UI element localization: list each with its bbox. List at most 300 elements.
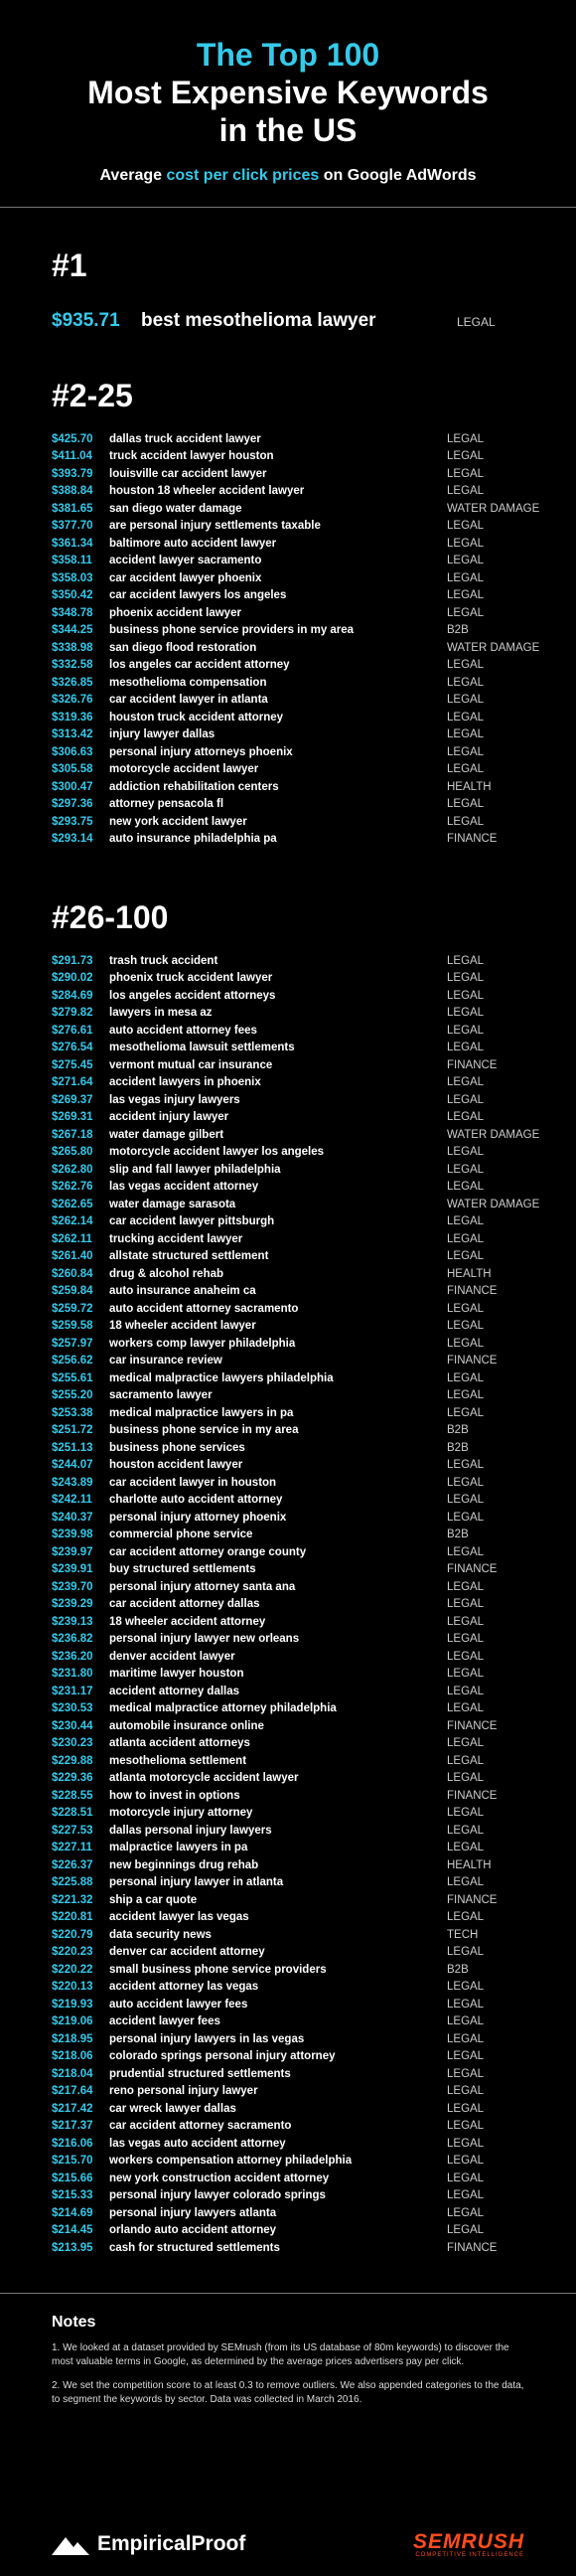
keyword-price: $275.45 [52, 1058, 93, 1071]
keyword-category: LEGAL [447, 450, 485, 463]
keyword-text: new york construction accident attorney [109, 2172, 330, 2184]
empiricalproof-logo [52, 2532, 245, 2556]
keyword-text: personal injury lawyers atlanta [109, 2206, 277, 2219]
keyword-price: $276.54 [52, 1042, 93, 1054]
keyword-row [52, 1213, 536, 1231]
keyword-price: $251.13 [52, 1441, 93, 1454]
keyword-row [52, 1248, 536, 1266]
keyword-row [52, 1717, 536, 1735]
keyword-text: baltimore auto accident lawyer [109, 537, 277, 550]
keyword-text: cash for structured settlements [109, 2241, 280, 2254]
keyword-category: WATER DAMAGE [447, 641, 540, 654]
keyword-price: $220.13 [52, 1981, 93, 1994]
keyword-price: $293.75 [52, 815, 93, 828]
keyword-category: FINANCE [447, 2241, 498, 2254]
keyword-row [52, 1561, 536, 1579]
keyword-category: LEGAL [447, 1772, 485, 1785]
keyword-category: LEGAL [447, 1181, 485, 1194]
keyword-price: $256.62 [52, 1355, 93, 1368]
keyword-text: personal injury lawyers in las vegas [109, 2032, 305, 2045]
keyword-price: $239.70 [52, 1580, 93, 1593]
keyword-category: LEGAL [447, 2155, 485, 2168]
keyword-row [52, 2170, 536, 2187]
keyword-category: LEGAL [447, 798, 485, 811]
keyword-category: LEGAL [447, 2102, 485, 2115]
keyword-text: personal injury lawyer new orleans [109, 1633, 300, 1646]
section-top1 [0, 247, 576, 332]
keyword-text: accident lawyer sacramento [109, 555, 262, 567]
keyword-price: $279.82 [52, 1007, 93, 1020]
semrush-logo [413, 2530, 524, 2558]
keyword-price: $215.70 [52, 2155, 93, 2168]
keyword-text: mesothelioma compensation [109, 676, 267, 689]
keyword-text: addiction rehabilitation centers [109, 780, 279, 793]
keyword-row [52, 1404, 536, 1422]
title-line-3: in the US [218, 112, 358, 148]
keyword-row [52, 483, 536, 501]
keyword-row [52, 1040, 536, 1057]
note-1: 1. We looked at a dataset provided by SEMrush (from its US database of 80m keywords) to discover the most valuable terms in Google, as determined by the average prices advertisers pay per click. [52, 2341, 509, 2367]
keyword-category: LEGAL [447, 1459, 485, 1472]
keyword-text: las vegas accident attorney [109, 1181, 259, 1194]
keyword-price: $284.69 [52, 989, 93, 1002]
keyword-text: personal injury attorney phoenix [109, 1511, 287, 1524]
keyword-row [52, 2083, 536, 2101]
keyword-text: medical malpractice attorney philadelphia [109, 1702, 337, 1715]
keyword-row [52, 1161, 536, 1179]
keyword-row [52, 1144, 536, 1162]
keyword-text: colorado springs personal injury attorney [109, 2050, 336, 2063]
keyword-row [52, 1822, 536, 1840]
keyword-category: LEGAL [447, 2120, 485, 2133]
keyword-category: LEGAL [447, 1337, 485, 1350]
keyword-row [52, 1335, 536, 1353]
keyword-category: FINANCE [447, 1893, 498, 1906]
keyword-row [52, 657, 536, 675]
keyword-price: $221.32 [52, 1893, 93, 1906]
notes [0, 2314, 576, 2407]
keyword-text: personal injury lawyer colorado springs [109, 2189, 326, 2202]
keyword-category: LEGAL [447, 1702, 485, 1715]
keyword-text: san diego water damage [109, 502, 242, 515]
keyword-row [52, 1109, 536, 1127]
keyword-row [52, 1596, 536, 1614]
keyword-row [52, 726, 536, 744]
keyword-category: LEGAL [447, 1685, 485, 1697]
keyword-row [52, 2239, 536, 2257]
keyword-row [52, 2204, 536, 2222]
keyword-text: car accident lawyer phoenix [109, 571, 262, 584]
keyword-price: $218.04 [52, 2067, 93, 2080]
keyword-row [52, 1979, 536, 1997]
keyword-text: commercial phone service [109, 1529, 253, 1541]
keyword-row [52, 1787, 536, 1805]
keyword-row [52, 535, 536, 553]
keyword-text: water damage gilbert [109, 1128, 224, 1141]
keyword-text: automobile insurance online [109, 1719, 264, 1732]
section-26-100 [0, 899, 576, 2257]
keyword-row [52, 1300, 536, 1318]
keyword-category: LEGAL [447, 2224, 485, 2237]
keyword-category: LEGAL [447, 1598, 485, 1611]
keyword-text: las vegas auto accident attorney [109, 2137, 286, 2150]
keyword-text: car accident lawyer in houston [109, 1476, 277, 1489]
keyword-row [52, 778, 536, 796]
keyword-text: 18 wheeler accident attorney [109, 1615, 266, 1628]
keyword-text: injury lawyer dallas [109, 728, 216, 741]
keyword-text: new york accident lawyer [109, 815, 247, 828]
keyword-price: $231.80 [52, 1668, 93, 1681]
keyword-text: medical malpractice lawyers in pa [109, 1406, 294, 1419]
keyword-row [52, 674, 536, 692]
keyword-category: LEGAL [447, 1250, 485, 1263]
keyword-price: $262.11 [52, 1232, 92, 1245]
keyword-category: LEGAL [447, 537, 485, 550]
keyword-text: allstate structured settlement [109, 1250, 269, 1263]
keyword-row [52, 1074, 536, 1092]
keyword-row [52, 1926, 536, 1944]
keyword-row [52, 1196, 540, 1213]
keyword-price: $259.84 [52, 1285, 93, 1298]
keyword-text: louisville car accident lawyer [109, 467, 267, 480]
keyword-category: LEGAL [447, 1754, 485, 1767]
keyword-category: LEGAL [447, 432, 485, 445]
keyword-row [52, 813, 536, 831]
keyword-category: LEGAL [447, 2032, 485, 2045]
keyword-row [52, 1022, 536, 1040]
keyword-row [52, 1283, 536, 1301]
keyword-text: dallas truck accident lawyer [109, 432, 261, 445]
keyword-category: LEGAL [447, 1824, 485, 1837]
keyword-category: LEGAL [447, 2050, 485, 2063]
keyword-text: dallas personal injury lawyers [109, 1824, 272, 1837]
keyword-price: $215.66 [52, 2172, 93, 2184]
top1-keyword: best mesothelioma lawyer [141, 310, 376, 331]
footer [0, 2530, 576, 2558]
top1-price: $935.71 [52, 310, 120, 331]
keyword-category: LEGAL [447, 520, 485, 533]
keyword-price: $227.53 [52, 1824, 93, 1837]
keyword-text: are personal injury settlements taxable [109, 520, 321, 533]
keyword-text: atlanta motorcycle accident lawyer [109, 1772, 299, 1785]
keyword-text: accident attorney dallas [109, 1685, 240, 1697]
keyword-price: $262.65 [52, 1198, 93, 1210]
keyword-category: LEGAL [447, 1215, 485, 1228]
keyword-price: $259.58 [52, 1320, 93, 1333]
keyword-price: $230.44 [52, 1719, 93, 1732]
keyword-price: $297.36 [52, 798, 93, 811]
keyword-row [52, 970, 536, 988]
keyword-category: LEGAL [447, 1076, 485, 1089]
keyword-text: denver car accident attorney [109, 1946, 265, 1959]
keyword-price: $300.47 [52, 780, 93, 793]
keyword-price: $220.23 [52, 1946, 93, 1959]
keyword-text: accident lawyer las vegas [109, 1911, 249, 1924]
keyword-row [52, 1700, 536, 1718]
keyword-price: $348.78 [52, 606, 93, 619]
keyword-category: LEGAL [447, 1511, 485, 1524]
keyword-row [52, 1179, 536, 1197]
keyword-category: FINANCE [447, 1285, 498, 1298]
keyword-price: $332.58 [52, 659, 93, 672]
keyword-category: FINANCE [447, 1058, 498, 1071]
keyword-row [52, 1543, 536, 1561]
keyword-row [52, 1509, 536, 1527]
keyword-price: $236.82 [52, 1633, 93, 1646]
keyword-price: $251.72 [52, 1424, 93, 1437]
keyword-category: LEGAL [447, 606, 485, 619]
section-title-top1: #1 [52, 247, 87, 283]
keyword-price: $271.64 [52, 1076, 93, 1089]
keyword-category: LEGAL [447, 1494, 485, 1507]
keyword-category: FINANCE [447, 1719, 498, 1732]
keyword-text: san diego flood restoration [109, 641, 257, 654]
semrush-logo-text: SEMRUSH [412, 2530, 524, 2553]
keyword-row [52, 1840, 536, 1857]
keyword-row [52, 1770, 536, 1788]
keyword-category: FINANCE [447, 1789, 498, 1802]
keyword-price: $290.02 [52, 972, 93, 985]
keyword-row [52, 2030, 536, 2048]
keyword-price: $218.06 [52, 2050, 93, 2063]
keyword-category: LEGAL [447, 1371, 485, 1384]
keyword-price: $313.42 [52, 728, 93, 741]
section-title-26-100: #26-100 [52, 899, 169, 935]
keyword-price: $350.42 [52, 589, 93, 602]
keyword-category: LEGAL [447, 1911, 485, 1924]
keyword-category: B2B [447, 1529, 469, 1541]
keyword-row [52, 1805, 536, 1823]
keyword-category: LEGAL [447, 2206, 485, 2219]
keyword-row [52, 796, 536, 814]
divider [0, 207, 576, 208]
keyword-text: medical malpractice lawyers philadelphia [109, 1371, 334, 1384]
keyword-price: $225.88 [52, 1876, 93, 1889]
keyword-category: LEGAL [447, 1146, 485, 1159]
keyword-category: LEGAL [447, 1232, 485, 1245]
subtitle-pre: Average [99, 167, 167, 184]
keyword-price: $228.55 [52, 1789, 93, 1802]
keyword-price: $216.06 [52, 2137, 93, 2150]
keyword-row [52, 569, 536, 587]
keyword-text: los angeles accident attorneys [109, 989, 276, 1002]
keyword-category: LEGAL [447, 1163, 485, 1176]
keyword-row [52, 1856, 536, 1874]
keyword-category: LEGAL [447, 555, 485, 567]
keyword-price: $305.58 [52, 763, 93, 776]
keyword-category: LEGAL [447, 1320, 485, 1333]
keyword-text: prudential structured settlements [109, 2067, 291, 2080]
keyword-price: $361.34 [52, 537, 93, 550]
keyword-text: auto insurance philadelphia pa [109, 833, 277, 846]
keyword-text: trucking accident lawyer [109, 1232, 243, 1245]
keyword-category: LEGAL [447, 676, 485, 689]
keyword-row [52, 1387, 536, 1405]
title-line-1: The Top 100 [196, 37, 380, 73]
keyword-price: $236.20 [52, 1650, 93, 1663]
keyword-row [52, 587, 536, 605]
keyword-category: LEGAL [447, 1737, 485, 1750]
keyword-price: $226.37 [52, 1858, 93, 1871]
keyword-row [52, 1457, 536, 1475]
keyword-price: $231.17 [52, 1685, 93, 1697]
keyword-price: $244.07 [52, 1459, 93, 1472]
keyword-text: personal injury attorney santa ana [109, 1580, 296, 1593]
keyword-list-26-100 [52, 952, 540, 2257]
keyword-price: $326.76 [52, 694, 93, 707]
keyword-price: $306.63 [52, 745, 93, 758]
keyword-category: LEGAL [447, 1650, 485, 1663]
keyword-category: B2B [447, 624, 469, 637]
keyword-price: $228.51 [52, 1807, 93, 1820]
keyword-category: LEGAL [447, 1024, 485, 1037]
keyword-text: car insurance review [109, 1355, 222, 1368]
keyword-row [52, 1891, 536, 1909]
keyword-price: $217.64 [52, 2085, 93, 2098]
keyword-text: denver accident lawyer [109, 1650, 235, 1663]
keyword-category: LEGAL [447, 467, 485, 480]
keyword-category: LEGAL [447, 954, 485, 967]
keyword-text: buy structured settlements [109, 1563, 256, 1576]
keyword-row [52, 1265, 536, 1283]
keyword-category: LEGAL [447, 1668, 485, 1681]
keyword-price: $217.37 [52, 2120, 93, 2133]
keyword-row [52, 1126, 540, 1144]
keyword-price: $411.04 [52, 450, 92, 463]
keyword-text: los angeles car accident attorney [109, 659, 290, 672]
keyword-text: auto insurance anaheim ca [109, 1285, 256, 1298]
keyword-category: LEGAL [447, 1842, 485, 1854]
keyword-row [52, 952, 536, 970]
keyword-text: drug & alcohol rehab [109, 1267, 224, 1280]
keyword-price: $239.13 [52, 1615, 93, 1628]
keyword-price: $393.79 [52, 467, 93, 480]
keyword-category: LEGAL [447, 2085, 485, 2098]
keyword-row [52, 2100, 536, 2118]
keyword-category: LEGAL [447, 745, 485, 758]
keyword-text: houston truck accident attorney [109, 711, 284, 724]
notes-title: Notes [52, 2313, 96, 2331]
keyword-row [52, 1996, 536, 2013]
keyword-text: car accident attorney orange county [109, 1545, 307, 1558]
keyword-row [52, 553, 536, 570]
keyword-text: attorney pensacola fl [109, 798, 224, 811]
keyword-text: car accident attorney dallas [109, 1598, 260, 1611]
keyword-row [52, 761, 536, 779]
keyword-price: $239.98 [52, 1529, 93, 1541]
keyword-row [52, 2013, 536, 2031]
keyword-price: $255.20 [52, 1389, 93, 1402]
keyword-category: FINANCE [447, 1563, 498, 1576]
keyword-row [52, 1648, 536, 1666]
keyword-text: orlando auto accident attorney [109, 2224, 277, 2237]
keyword-text: accident attorney las vegas [109, 1981, 259, 1994]
keyword-row [52, 831, 536, 849]
keyword-text: business phone services [109, 1441, 245, 1454]
keyword-category: B2B [447, 1424, 469, 1437]
keyword-text: personal injury attorneys phoenix [109, 745, 293, 758]
keyword-category: LEGAL [447, 1580, 485, 1593]
keyword-row [52, 1492, 536, 1510]
keyword-text: ship a car quote [109, 1893, 198, 1906]
keyword-price: $262.80 [52, 1163, 93, 1176]
keyword-price: $213.95 [52, 2241, 93, 2254]
empiricalproof-logo-text: EmpiricalProof [97, 2532, 246, 2555]
top1-row [52, 310, 536, 332]
keyword-category: LEGAL [447, 2137, 485, 2150]
keyword-price: $344.25 [52, 624, 93, 637]
keyword-text: car accident lawyer in atlanta [109, 694, 268, 707]
keyword-category: LEGAL [447, 1302, 485, 1315]
keyword-category: B2B [447, 1441, 469, 1454]
keyword-price: $230.53 [52, 1702, 93, 1715]
keyword-row [52, 604, 536, 622]
keyword-category: HEALTH [447, 1858, 492, 1871]
keyword-category: LEGAL [447, 1615, 485, 1628]
keyword-row [52, 1369, 536, 1387]
keyword-row [52, 500, 540, 518]
keyword-category: FINANCE [447, 833, 498, 846]
keyword-category: LEGAL [447, 2015, 485, 2028]
keyword-category: LEGAL [447, 1406, 485, 1419]
keyword-price: $214.69 [52, 2206, 93, 2219]
keyword-text: car accident attorney sacramento [109, 2120, 292, 2133]
keyword-category: LEGAL [447, 1093, 485, 1106]
keyword-price: $220.81 [52, 1911, 93, 1924]
keyword-text: motorcycle injury attorney [109, 1807, 253, 1820]
keyword-price: $219.93 [52, 1998, 93, 2011]
keyword-row [52, 692, 536, 710]
keyword-text: workers compensation attorney philadelphia [109, 2155, 353, 2168]
keyword-text: auto accident attorney sacramento [109, 1302, 299, 1315]
keyword-text: business phone service in my area [109, 1424, 299, 1437]
keyword-text: maritime lawyer houston [109, 1668, 244, 1681]
keyword-price: $243.89 [52, 1476, 93, 1489]
keyword-text: atlanta accident attorneys [109, 1737, 250, 1750]
keyword-text: new beginnings drug rehab [109, 1858, 259, 1871]
keyword-category: LEGAL [447, 1633, 485, 1646]
keyword-price: $215.33 [52, 2189, 93, 2202]
keyword-text: accident lawyer fees [109, 2015, 220, 2028]
keyword-price: $269.37 [52, 1093, 93, 1106]
keyword-text: accident injury lawyer [109, 1111, 229, 1124]
keyword-price: $242.11 [52, 1494, 92, 1507]
keyword-price: $219.06 [52, 2015, 93, 2028]
keyword-text: auto accident lawyer fees [109, 1998, 248, 2011]
keyword-price: $358.11 [52, 555, 92, 567]
keyword-row [52, 709, 536, 726]
keyword-price: $218.95 [52, 2032, 93, 2045]
keyword-price: $217.42 [52, 2102, 93, 2115]
keyword-category: LEGAL [447, 485, 485, 498]
keyword-price: $257.97 [52, 1337, 93, 1350]
keyword-row [52, 2222, 536, 2240]
keyword-text: phoenix accident lawyer [109, 606, 241, 619]
keyword-text: malpractice lawyers in pa [109, 1842, 248, 1854]
keyword-text: phoenix truck accident lawyer [109, 972, 273, 985]
title-line-2: Most Expensive Keywords [87, 75, 489, 110]
keyword-category: LEGAL [447, 1807, 485, 1820]
keyword-text: houston 18 wheeler accident lawyer [109, 485, 305, 498]
keyword-row [52, 430, 536, 448]
keyword-row [52, 2153, 536, 2171]
keyword-category: WATER DAMAGE [447, 1198, 540, 1210]
keyword-text: small business phone service providers [109, 1963, 327, 1976]
keyword-price: $388.84 [52, 485, 93, 498]
keyword-text: slip and fall lawyer philadelphia [109, 1163, 281, 1176]
keyword-row [52, 1474, 536, 1492]
keyword-text: mesothelioma settlement [109, 1754, 247, 1767]
